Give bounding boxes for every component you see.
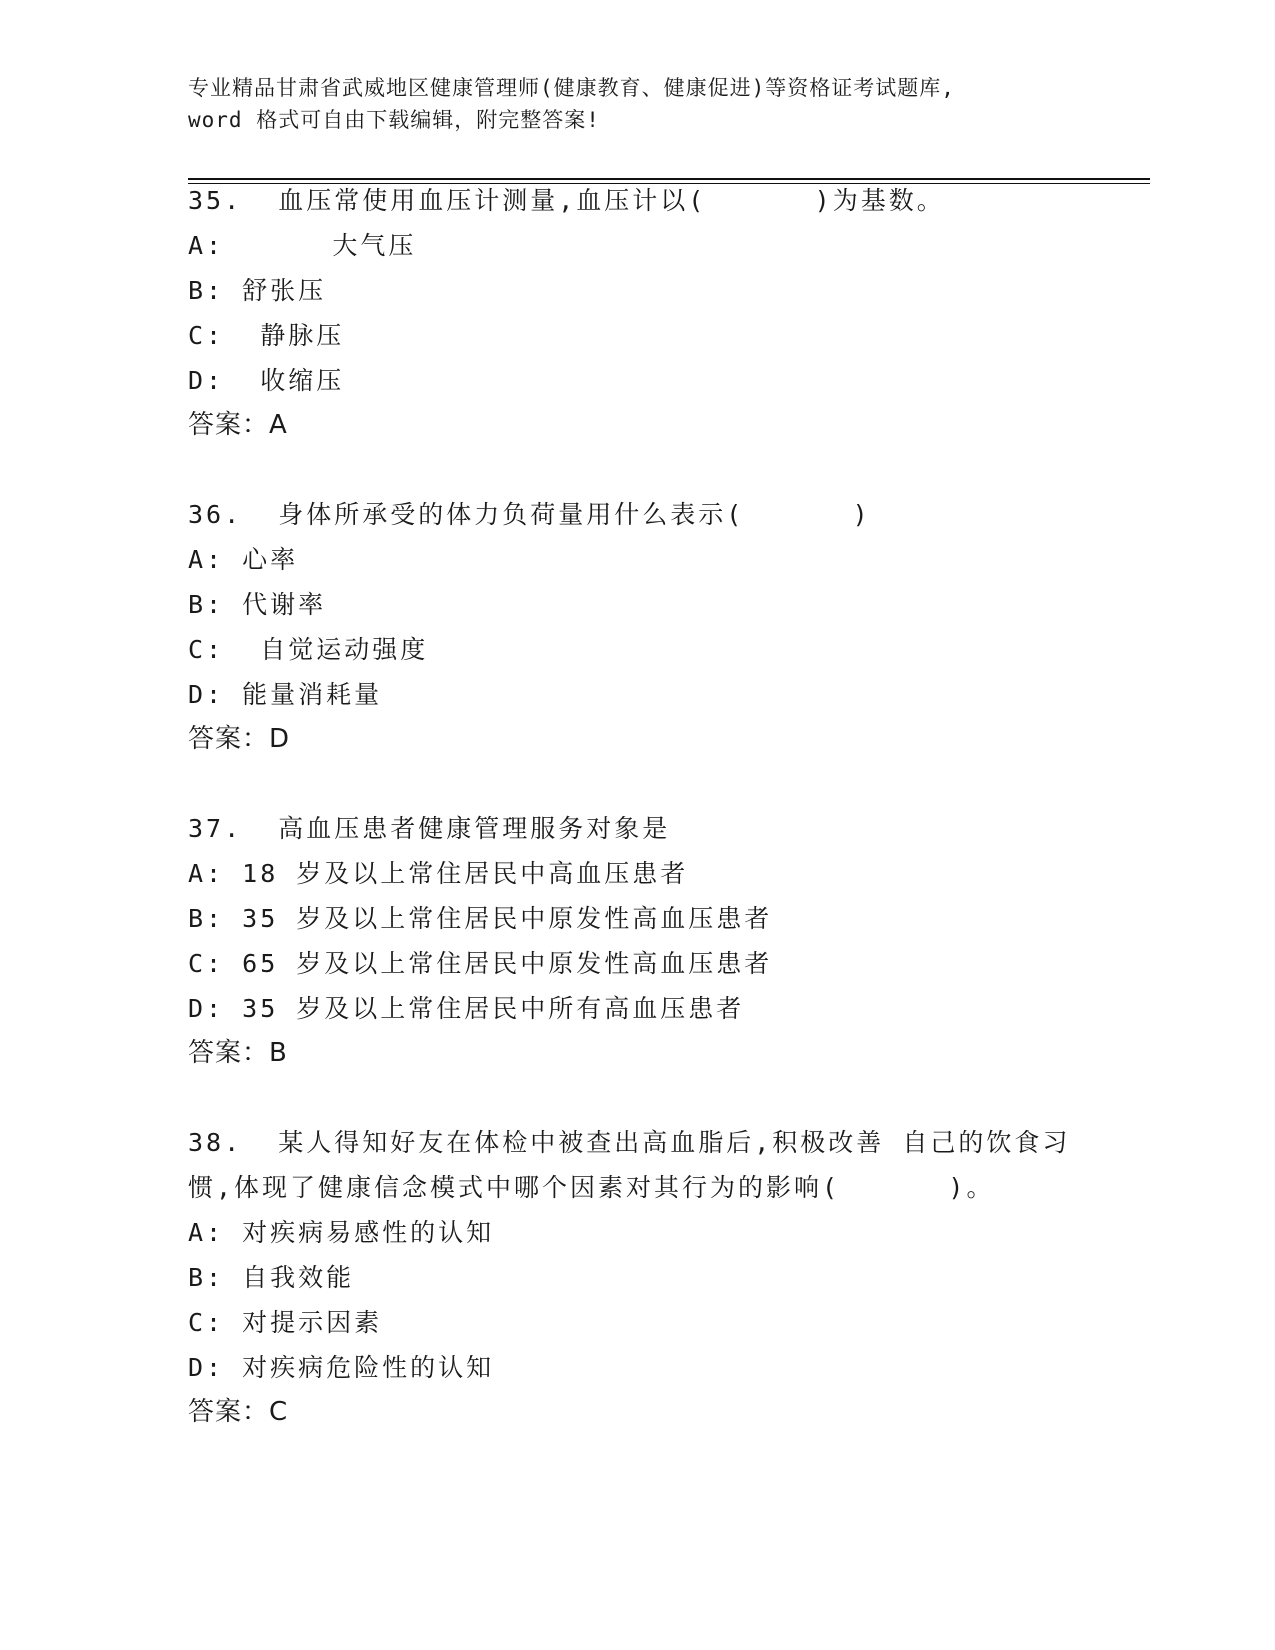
question-37	[188, 806, 1088, 1076]
question-35	[188, 178, 1088, 448]
question-36	[188, 492, 1088, 762]
option-a: A: 心率	[188, 545, 299, 574]
option-a: A: 大气压	[188, 231, 417, 260]
question-stem: 38. 某人得知好友在体检中被查出高血脂后,积极改善 自己的饮食习	[188, 1128, 1071, 1157]
option-b: B: 自我效能	[188, 1263, 355, 1292]
option-d: D: 对疾病危险性的认知	[188, 1353, 495, 1382]
question-stem: 37. 高血压患者健康管理服务对象是	[188, 814, 671, 843]
answer: 答案：C	[188, 1397, 289, 1427]
option-b: B: 代谢率	[188, 590, 327, 619]
question-38	[188, 1120, 1088, 1435]
option-c: C: 自觉运动强度	[188, 635, 429, 664]
option-b: B: 舒张压	[188, 276, 327, 305]
option-c: C: 静脉压	[188, 321, 345, 350]
header-line-2: word 格式可自由下载编辑，附完整答案!	[188, 108, 600, 132]
question-stem-continued: 惯,体现了健康信念模式中哪个因素对其行为的影响( )。	[188, 1173, 995, 1202]
option-d: D: 收缩压	[188, 366, 345, 395]
answer: 答案：D	[188, 724, 291, 754]
answer: 答案：A	[188, 410, 288, 440]
option-c: C: 65 岁及以上常住居民中原发性高血压患者	[188, 949, 773, 978]
question-stem: 35. 血压常使用血压计测量,血压计以( )为基数。	[188, 186, 945, 215]
option-a: A: 18 岁及以上常住居民中高血压患者	[188, 859, 689, 888]
option-c: C: 对提示因素	[188, 1308, 383, 1337]
answer: 答案：B	[188, 1038, 288, 1068]
question-stem: 36. 身体所承受的体力负荷量用什么表示( )	[188, 500, 871, 529]
option-d: D: 35 岁及以上常住居民中所有高血压患者	[188, 994, 745, 1023]
option-a: A: 对疾病易感性的认知	[188, 1218, 495, 1247]
option-d: D: 能量消耗量	[188, 680, 383, 709]
document-header	[188, 72, 1068, 136]
option-b: B: 35 岁及以上常住居民中原发性高血压患者	[188, 904, 773, 933]
header-line-1: 专业精品甘肃省武威地区健康管理师(健康教育、健康促进)等资格证考试题库,	[188, 76, 955, 100]
